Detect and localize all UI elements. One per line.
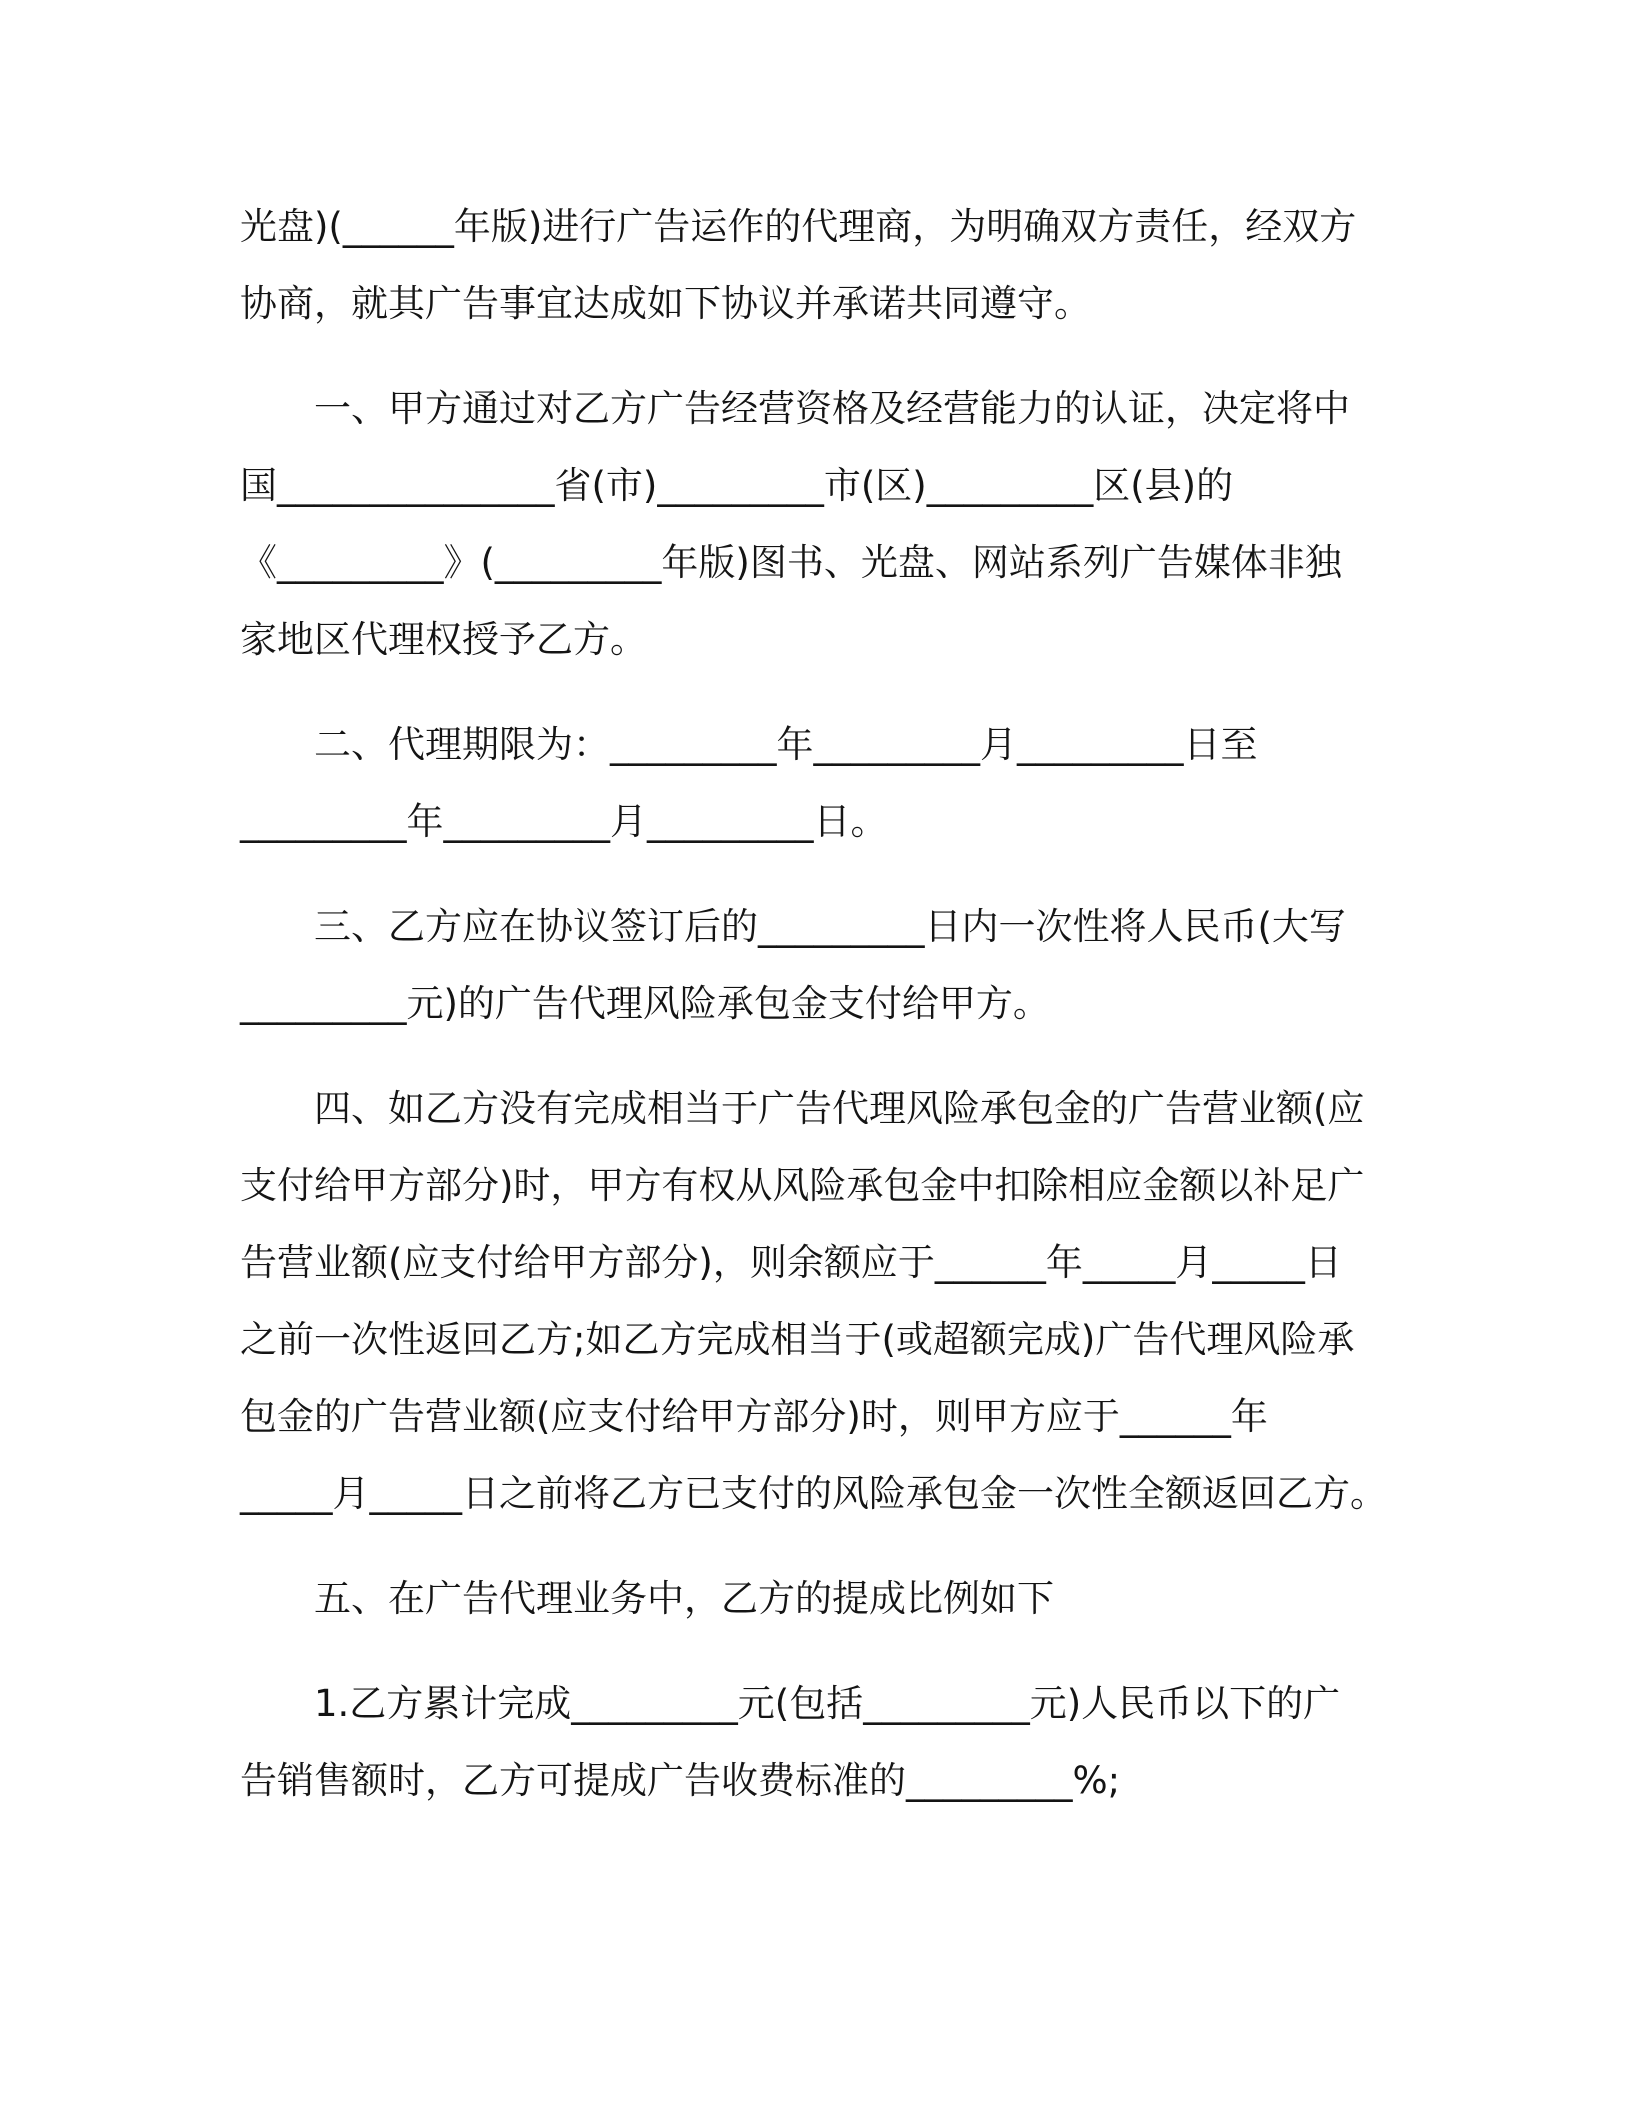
clause-3-line: 三、乙方应在协议签订后的_________日内一次性将人民币(大写 [314, 905, 1346, 948]
clause-1-line: 一、甲方通过对乙方广告经营资格及经营能力的认证，决定将中 [314, 387, 1350, 430]
text-line: 《_________》(_________年版)图书、光盘、网站系列广告媒体非独 [240, 541, 1342, 584]
text-line: _____月_____日之前将乙方已支付的风险承包金一次性全额返回乙方。 [240, 1472, 1387, 1515]
clause-2-line: 二、代理期限为：_________年_________月_________日至 [314, 723, 1258, 766]
text-line: 家地区代理权授予乙方。 [240, 618, 647, 661]
text-line: 国_______________省(市)_________市(区)_________区(县)的 [240, 464, 1234, 507]
text-line: 协商，就其广告事宜达成如下协议并承诺共同遵守。 [240, 282, 1091, 325]
text-line: _________年_________月_________日。 [240, 800, 888, 843]
clause-4-line: 四、如乙方没有完成相当于广告代理风险承包金的广告营业额(应 [314, 1087, 1365, 1130]
text-line: _________元)的广告代理风险承包金支付给甲方。 [240, 982, 1050, 1025]
text-line: 包金的广告营业额(应支付给甲方部分)时，则甲方应于______年 [240, 1395, 1268, 1438]
clause-5-line: 五、在广告代理业务中，乙方的提成比例如下 [314, 1577, 1054, 1620]
contract-page [240, 188, 1420, 1819]
text-line: 之前一次性返回乙方;如乙方完成相当于(或超额完成)广告代理风险承 [240, 1318, 1355, 1361]
text-line: 告营业额(应支付给甲方部分)，则余额应于______年_____月_____日 [240, 1241, 1342, 1284]
text-line: 支付给甲方部分)时，甲方有权从风险承包金中扣除相应金额以补足广 [240, 1164, 1365, 1207]
text-line: 光盘)(______年版)进行广告运作的代理商，为明确双方责任，经双方 [240, 205, 1357, 248]
text-line: 告销售额时，乙方可提成广告收费标准的_________%; [240, 1759, 1121, 1802]
sub-clause-1-line: 1.乙方累计完成_________元(包括_________元)人民币以下的广 [314, 1682, 1341, 1725]
